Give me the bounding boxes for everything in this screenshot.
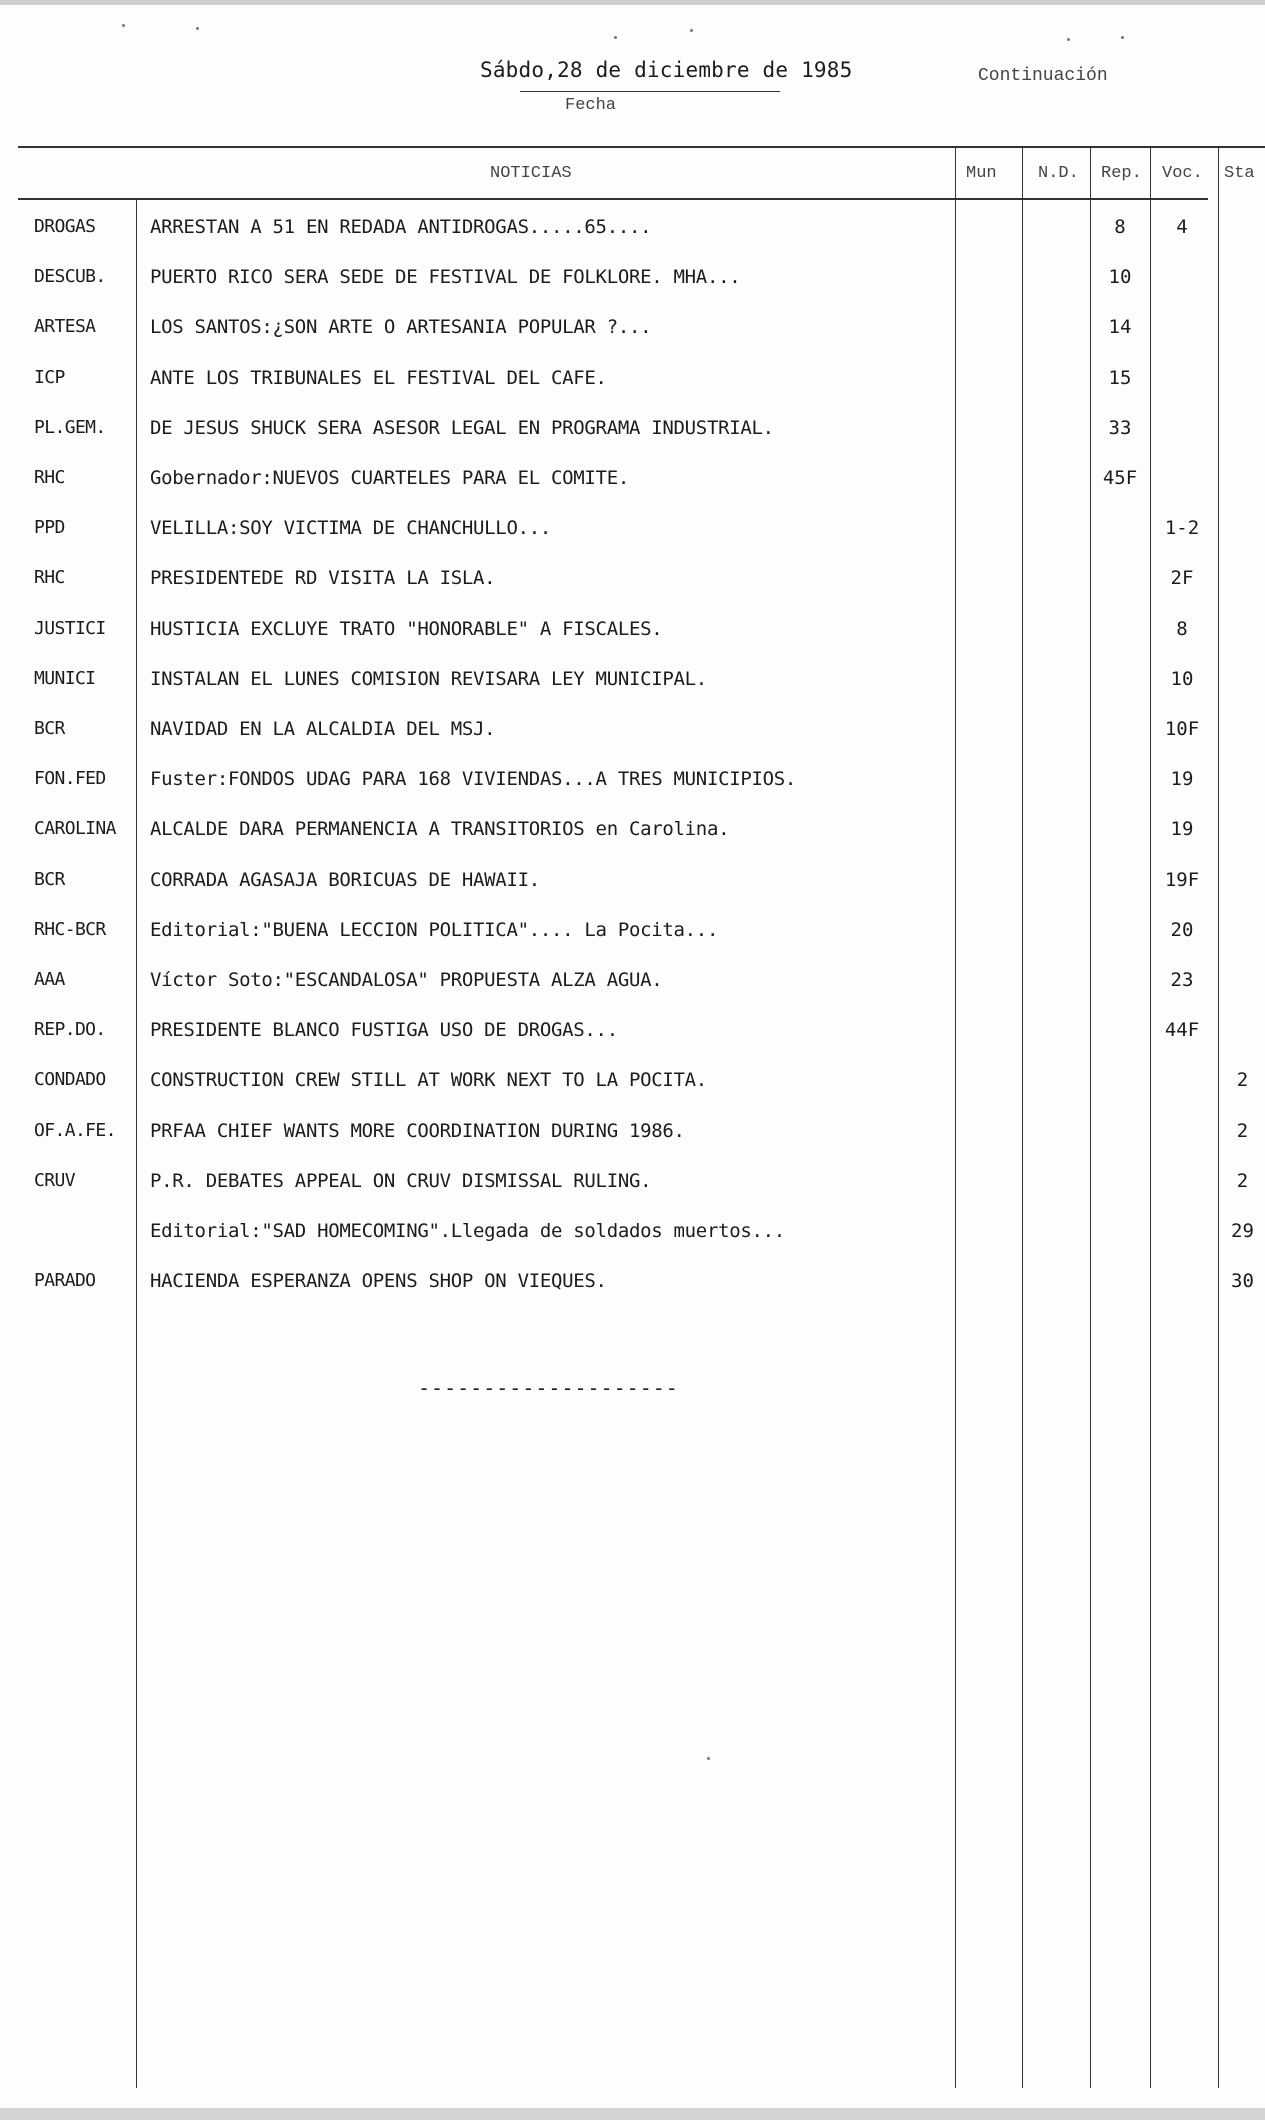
table-row <box>0 718 1265 758</box>
row-headline: INSTALAN EL LUNES COMISION REVISARA LEY MUNICIPAL. <box>150 668 707 690</box>
row-sta-page: 2 <box>1236 1120 1249 1142</box>
table-row <box>0 668 1265 708</box>
table-row <box>0 316 1265 356</box>
row-headline: Gobernador:NUEVOS CUARTELES PARA EL COMITE. <box>150 467 629 489</box>
row-voc-page: 20 <box>1170 919 1194 941</box>
row-category: RHC <box>34 467 65 488</box>
row-headline: HUSTICIA EXCLUYE TRATO "HONORABLE" A FISCALES. <box>150 618 663 640</box>
table-row <box>0 467 1265 507</box>
row-headline: PUERTO RICO SERA SEDE DE FESTIVAL DE FOLKLORE. MHA... <box>150 266 741 288</box>
row-voc-page: 19 <box>1170 768 1194 790</box>
table-row <box>0 1019 1265 1059</box>
row-category: PARADO <box>34 1270 96 1291</box>
table-row <box>0 1270 1265 1310</box>
table-row <box>0 266 1265 306</box>
table-header-rule <box>18 198 1208 200</box>
date-underline <box>520 91 780 92</box>
column-header-mun: Mun <box>966 164 997 183</box>
continuation-label: Continuación <box>978 66 1108 86</box>
table-row <box>0 919 1265 959</box>
row-category: RHC-BCR <box>34 919 106 940</box>
end-of-list-marker: -------------------- <box>418 1376 679 1400</box>
row-category: FON.FED <box>34 768 106 789</box>
scan-speck <box>1067 38 1070 41</box>
row-category: BCR <box>34 718 65 739</box>
row-rep-page: 8 <box>1114 216 1126 238</box>
row-rep-page: 14 <box>1108 316 1132 338</box>
row-rep-page: 10 <box>1108 266 1132 288</box>
row-voc-page: 1-2 <box>1164 517 1200 539</box>
row-headline: ALCALDE DARA PERMANENCIA A TRANSITORIOS en Carolina. <box>150 818 730 840</box>
row-headline: PRESIDENTEDE RD VISITA LA ISLA. <box>150 567 496 589</box>
row-voc-page: 23 <box>1170 969 1194 991</box>
scan-speck <box>690 29 693 32</box>
row-sta-page: 30 <box>1231 1270 1254 1292</box>
row-category: JUSTICI <box>34 618 106 639</box>
scan-speck <box>196 27 199 30</box>
row-sta-page: 2 <box>1236 1170 1249 1192</box>
row-category: REP.DO. <box>34 1019 106 1040</box>
table-row <box>0 216 1265 256</box>
table-row <box>0 1120 1265 1160</box>
row-headline: LOS SANTOS:¿SON ARTE O ARTESANIA POPULAR ?... <box>150 316 652 338</box>
row-headline: PRFAA CHIEF WANTS MORE COORDINATION DURING 1986. <box>150 1120 685 1142</box>
scan-top-edge <box>0 0 1265 5</box>
row-voc-page: 44F <box>1164 1019 1200 1041</box>
row-voc-page: 2F <box>1170 567 1194 589</box>
row-category: CONDADO <box>34 1069 106 1090</box>
table-row <box>0 1170 1265 1210</box>
table-row <box>0 869 1265 909</box>
row-category: AAA <box>34 969 65 990</box>
scan-speck <box>122 24 125 27</box>
row-headline: Fuster:FONDOS UDAG PARA 168 VIVIENDAS...A TRES MUNICIPIOS. <box>150 768 797 790</box>
table-row <box>0 969 1265 1009</box>
row-category: DESCUB. <box>34 266 106 287</box>
row-category: ARTESA <box>34 316 96 337</box>
scan-speck <box>614 36 617 39</box>
row-headline: Editorial:"BUENA LECCION POLITICA".... La Pocita... <box>150 919 719 941</box>
row-voc-page: 8 <box>1176 618 1188 640</box>
row-headline: NAVIDAD EN LA ALCALDIA DEL MSJ. <box>150 718 496 740</box>
row-voc-page: 10F <box>1164 718 1200 740</box>
scan-speck <box>707 1757 710 1760</box>
table-row <box>0 1220 1265 1260</box>
row-category: CRUV <box>34 1170 75 1191</box>
scan-speck <box>1121 36 1124 39</box>
row-voc-page: 10 <box>1170 668 1194 690</box>
scan-bottom-edge <box>0 2108 1265 2120</box>
row-headline: PRESIDENTE BLANCO FUSTIGA USO DE DROGAS... <box>150 1019 618 1041</box>
row-headline: ANTE LOS TRIBUNALES EL FESTIVAL DEL CAFE. <box>150 367 607 389</box>
row-voc-page: 4 <box>1176 216 1188 238</box>
row-voc-page: 19 <box>1170 818 1194 840</box>
row-category: ICP <box>34 367 65 388</box>
table-row <box>0 517 1265 557</box>
column-header-sta: Sta <box>1224 164 1255 183</box>
table-top-rule <box>18 146 1265 148</box>
table-row <box>0 618 1265 658</box>
table-row <box>0 818 1265 858</box>
table-row <box>0 1069 1265 1109</box>
table-row <box>0 768 1265 808</box>
row-headline: CORRADA AGASAJA BORICUAS DE HAWAII. <box>150 869 540 891</box>
row-headline: P.R. DEBATES APPEAL ON CRUV DISMISSAL RULING. <box>150 1170 652 1192</box>
table-row <box>0 417 1265 457</box>
column-header-noticias: NOTICIAS <box>490 164 572 183</box>
row-headline: Editorial:"SAD HOMECOMING".Llegada de soldados muertos... <box>150 1220 785 1242</box>
column-header-rep: Rep. <box>1101 164 1142 183</box>
row-rep-page: 33 <box>1108 417 1132 439</box>
row-category: CAROLINA <box>34 818 116 839</box>
row-headline: ARRESTAN A 51 EN REDADA ANTIDROGAS.....65.... <box>150 216 652 238</box>
table-row <box>0 567 1265 607</box>
row-voc-page: 19F <box>1164 869 1200 891</box>
row-headline: Víctor Soto:"ESCANDALOSA" PROPUESTA ALZA AGUA. <box>150 969 663 991</box>
document-date: Sábdo,28 de diciembre de 1985 <box>480 58 853 82</box>
column-header-voc: Voc. <box>1162 164 1203 183</box>
table-row <box>0 367 1265 407</box>
row-headline: VELILLA:SOY VICTIMA DE CHANCHULLO... <box>150 517 552 539</box>
row-category: DROGAS <box>34 216 96 237</box>
row-category: PL.GEM. <box>34 417 106 438</box>
row-category: PPD <box>34 517 65 538</box>
date-label: Fecha <box>565 96 617 115</box>
row-category: RHC <box>34 567 65 588</box>
row-rep-page: 45F <box>1102 467 1138 489</box>
row-category: BCR <box>34 869 65 890</box>
row-headline: CONSTRUCTION CREW STILL AT WORK NEXT TO LA POCITA. <box>150 1069 707 1091</box>
row-category: MUNICI <box>34 668 96 689</box>
row-rep-page: 15 <box>1108 367 1132 389</box>
row-headline: HACIENDA ESPERANZA OPENS SHOP ON VIEQUES. <box>150 1270 607 1292</box>
row-sta-page: 2 <box>1236 1069 1249 1091</box>
column-header-nd: N.D. <box>1038 164 1079 183</box>
row-headline: DE JESUS SHUCK SERA ASESOR LEGAL EN PROGRAMA INDUSTRIAL. <box>150 417 774 439</box>
row-sta-page: 29 <box>1231 1220 1254 1242</box>
row-category: OF.A.FE. <box>34 1120 116 1141</box>
